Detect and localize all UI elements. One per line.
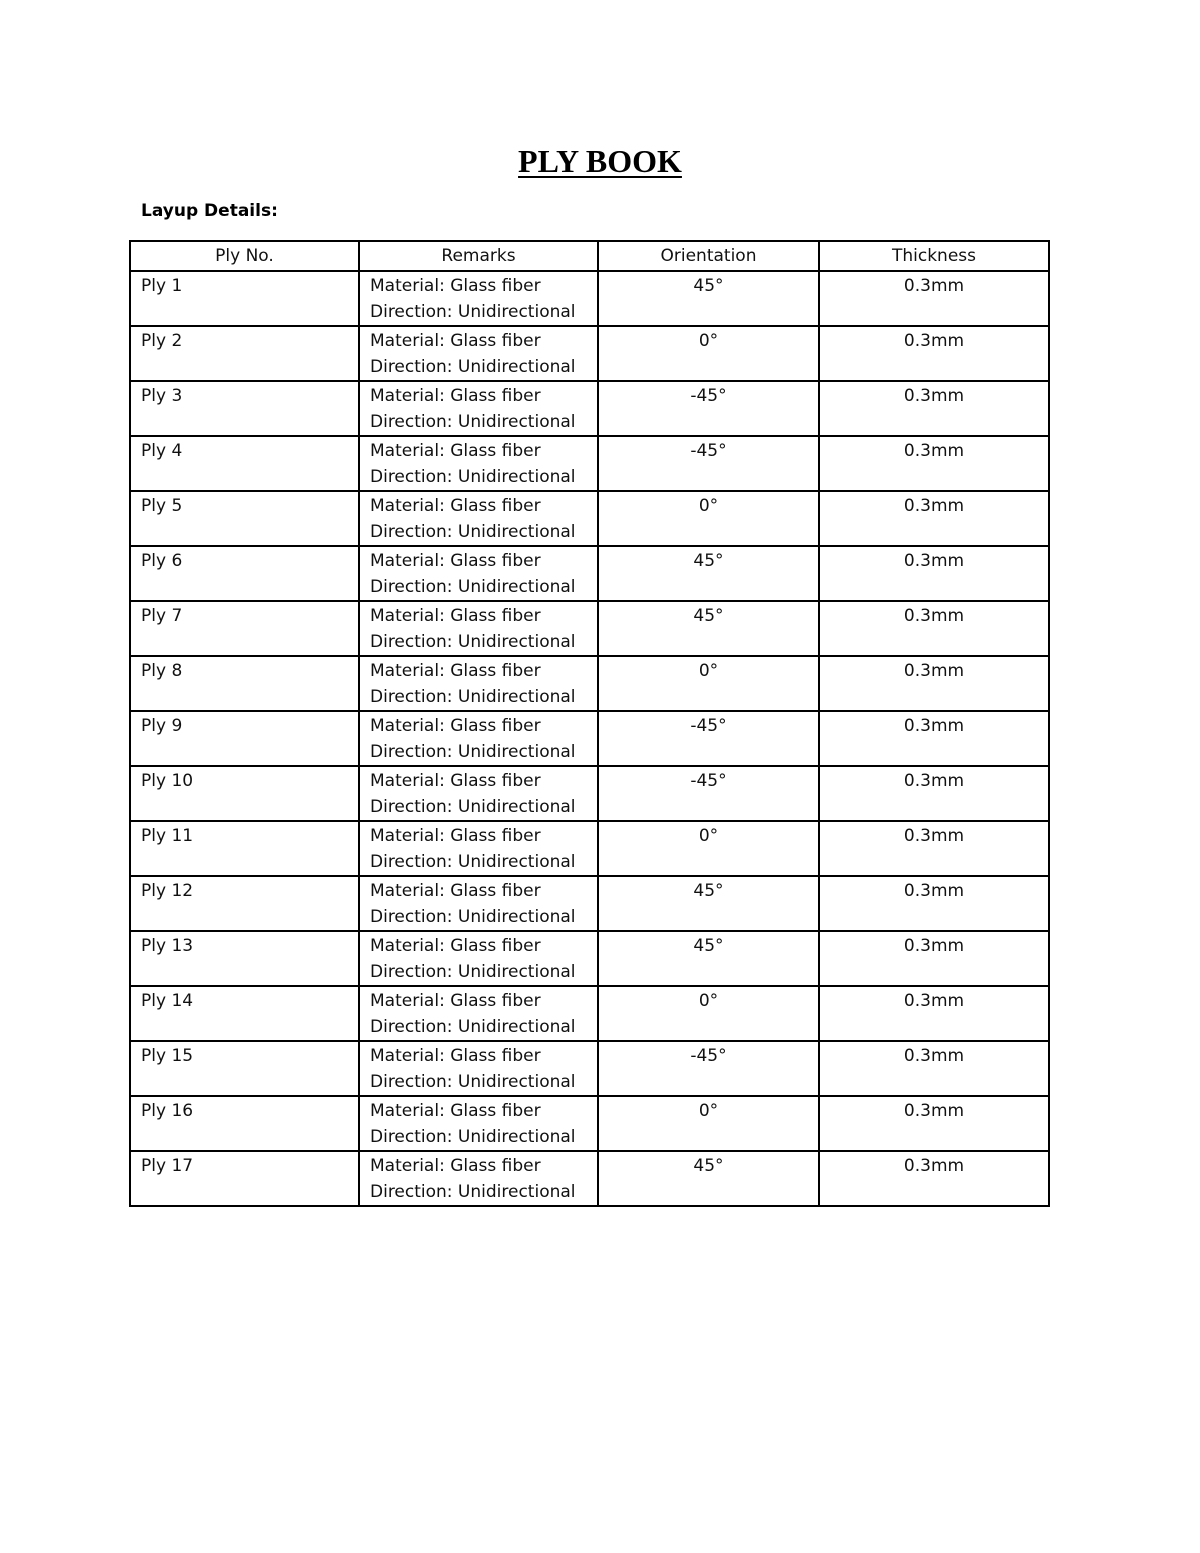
- material-text: Material: Glass fiber: [370, 386, 541, 406]
- orientation-cell: -45°: [598, 436, 819, 491]
- thickness-cell: 0.3mm: [819, 821, 1049, 876]
- table-row: [130, 601, 1049, 656]
- direction-text: Direction: Unidirectional: [370, 1127, 576, 1147]
- ply-number-cell: Ply 13: [130, 931, 359, 986]
- material-text: Material: Glass fiber: [370, 1156, 541, 1176]
- thickness-cell: 0.3mm: [819, 546, 1049, 601]
- remarks-cell: [359, 326, 598, 381]
- thickness-cell: 0.3mm: [819, 601, 1049, 656]
- remarks-cell: [359, 1096, 598, 1151]
- material-text: Material: Glass fiber: [370, 496, 541, 516]
- thickness-cell: 0.3mm: [819, 711, 1049, 766]
- remarks-cell: [359, 711, 598, 766]
- orientation-cell: 45°: [598, 546, 819, 601]
- ply-table: [129, 240, 1050, 1207]
- table-row: [130, 1041, 1049, 1096]
- direction-text: Direction: Unidirectional: [370, 412, 576, 432]
- material-text: Material: Glass fiber: [370, 936, 541, 956]
- direction-text: Direction: Unidirectional: [370, 632, 576, 652]
- remarks-cell: [359, 876, 598, 931]
- orientation-cell: 45°: [598, 1151, 819, 1206]
- material-text: Material: Glass fiber: [370, 716, 541, 736]
- material-text: Material: Glass fiber: [370, 881, 541, 901]
- remarks-cell: [359, 491, 598, 546]
- ply-number-cell: Ply 12: [130, 876, 359, 931]
- table-body: [130, 271, 1049, 1206]
- table-row: [130, 986, 1049, 1041]
- remarks-cell: [359, 1041, 598, 1096]
- remarks-cell: [359, 931, 598, 986]
- table-row: [130, 546, 1049, 601]
- ply-number-cell: Ply 2: [130, 326, 359, 381]
- direction-text: Direction: Unidirectional: [370, 962, 576, 982]
- thickness-cell: 0.3mm: [819, 876, 1049, 931]
- remarks-cell: [359, 271, 598, 326]
- material-text: Material: Glass fiber: [370, 606, 541, 626]
- material-text: Material: Glass fiber: [370, 1046, 541, 1066]
- direction-text: Direction: Unidirectional: [370, 577, 576, 597]
- ply-number-cell: Ply 10: [130, 766, 359, 821]
- ply-number-cell: Ply 3: [130, 381, 359, 436]
- table-row: [130, 436, 1049, 491]
- material-text: Material: Glass fiber: [370, 991, 541, 1011]
- ply-number-cell: Ply 1: [130, 271, 359, 326]
- direction-text: Direction: Unidirectional: [370, 687, 576, 707]
- table-row: [130, 1096, 1049, 1151]
- ply-number-cell: Ply 16: [130, 1096, 359, 1151]
- ply-number-cell: Ply 5: [130, 491, 359, 546]
- table-row: [130, 821, 1049, 876]
- thickness-cell: 0.3mm: [819, 766, 1049, 821]
- material-text: Material: Glass fiber: [370, 661, 541, 681]
- remarks-cell: [359, 436, 598, 491]
- remarks-cell: [359, 656, 598, 711]
- material-text: Material: Glass fiber: [370, 331, 541, 351]
- column-header-orientation: Orientation: [598, 241, 819, 271]
- remarks-cell: [359, 381, 598, 436]
- orientation-cell: 0°: [598, 821, 819, 876]
- orientation-cell: 45°: [598, 876, 819, 931]
- thickness-cell: 0.3mm: [819, 986, 1049, 1041]
- table-row: [130, 656, 1049, 711]
- orientation-cell: 45°: [598, 601, 819, 656]
- material-text: Material: Glass fiber: [370, 771, 541, 791]
- ply-number-cell: Ply 6: [130, 546, 359, 601]
- orientation-cell: 0°: [598, 1096, 819, 1151]
- remarks-cell: [359, 986, 598, 1041]
- table-row: [130, 271, 1049, 326]
- thickness-cell: 0.3mm: [819, 1151, 1049, 1206]
- table-row: [130, 766, 1049, 821]
- orientation-cell: 0°: [598, 656, 819, 711]
- direction-text: Direction: Unidirectional: [370, 742, 576, 762]
- ply-number-cell: Ply 17: [130, 1151, 359, 1206]
- thickness-cell: 0.3mm: [819, 271, 1049, 326]
- direction-text: Direction: Unidirectional: [370, 852, 576, 872]
- ply-number-cell: Ply 14: [130, 986, 359, 1041]
- direction-text: Direction: Unidirectional: [370, 302, 576, 322]
- orientation-cell: -45°: [598, 1041, 819, 1096]
- direction-text: Direction: Unidirectional: [370, 907, 576, 927]
- table-row: [130, 931, 1049, 986]
- thickness-cell: 0.3mm: [819, 656, 1049, 711]
- table-row: [130, 876, 1049, 931]
- thickness-cell: 0.3mm: [819, 326, 1049, 381]
- ply-number-cell: Ply 7: [130, 601, 359, 656]
- table-row: [130, 1151, 1049, 1206]
- material-text: Material: Glass fiber: [370, 1101, 541, 1121]
- material-text: Material: Glass fiber: [370, 551, 541, 571]
- remarks-cell: [359, 546, 598, 601]
- remarks-cell: [359, 1151, 598, 1206]
- direction-text: Direction: Unidirectional: [370, 1017, 576, 1037]
- thickness-cell: 0.3mm: [819, 436, 1049, 491]
- thickness-cell: 0.3mm: [819, 491, 1049, 546]
- direction-text: Direction: Unidirectional: [370, 522, 576, 542]
- thickness-cell: 0.3mm: [819, 931, 1049, 986]
- remarks-cell: [359, 821, 598, 876]
- remarks-cell: [359, 766, 598, 821]
- direction-text: Direction: Unidirectional: [370, 357, 576, 377]
- section-heading: Layup Details:: [141, 201, 278, 221]
- table-row: [130, 381, 1049, 436]
- direction-text: Direction: Unidirectional: [370, 1072, 576, 1092]
- table-row: [130, 326, 1049, 381]
- ply-number-cell: Ply 15: [130, 1041, 359, 1096]
- material-text: Material: Glass fiber: [370, 441, 541, 461]
- orientation-cell: -45°: [598, 711, 819, 766]
- column-header-ply-no: Ply No.: [130, 241, 359, 271]
- column-header-thickness: Thickness: [819, 241, 1049, 271]
- direction-text: Direction: Unidirectional: [370, 467, 576, 487]
- orientation-cell: 0°: [598, 326, 819, 381]
- ply-number-cell: Ply 4: [130, 436, 359, 491]
- thickness-cell: 0.3mm: [819, 381, 1049, 436]
- orientation-cell: 45°: [598, 931, 819, 986]
- page-title: [0, 142, 1200, 180]
- orientation-cell: 45°: [598, 271, 819, 326]
- remarks-cell: [359, 601, 598, 656]
- orientation-cell: -45°: [598, 766, 819, 821]
- ply-number-cell: Ply 8: [130, 656, 359, 711]
- table-row: [130, 491, 1049, 546]
- page-title-text: PLY BOOK: [518, 143, 682, 179]
- material-text: Material: Glass fiber: [370, 276, 541, 296]
- thickness-cell: 0.3mm: [819, 1041, 1049, 1096]
- direction-text: Direction: Unidirectional: [370, 797, 576, 817]
- table-row: [130, 711, 1049, 766]
- material-text: Material: Glass fiber: [370, 826, 541, 846]
- ply-number-cell: Ply 9: [130, 711, 359, 766]
- direction-text: Direction: Unidirectional: [370, 1182, 576, 1202]
- column-header-remarks: Remarks: [359, 241, 598, 271]
- ply-number-cell: Ply 11: [130, 821, 359, 876]
- orientation-cell: 0°: [598, 986, 819, 1041]
- table-header-row: [130, 241, 1049, 271]
- orientation-cell: 0°: [598, 491, 819, 546]
- thickness-cell: 0.3mm: [819, 1096, 1049, 1151]
- orientation-cell: -45°: [598, 381, 819, 436]
